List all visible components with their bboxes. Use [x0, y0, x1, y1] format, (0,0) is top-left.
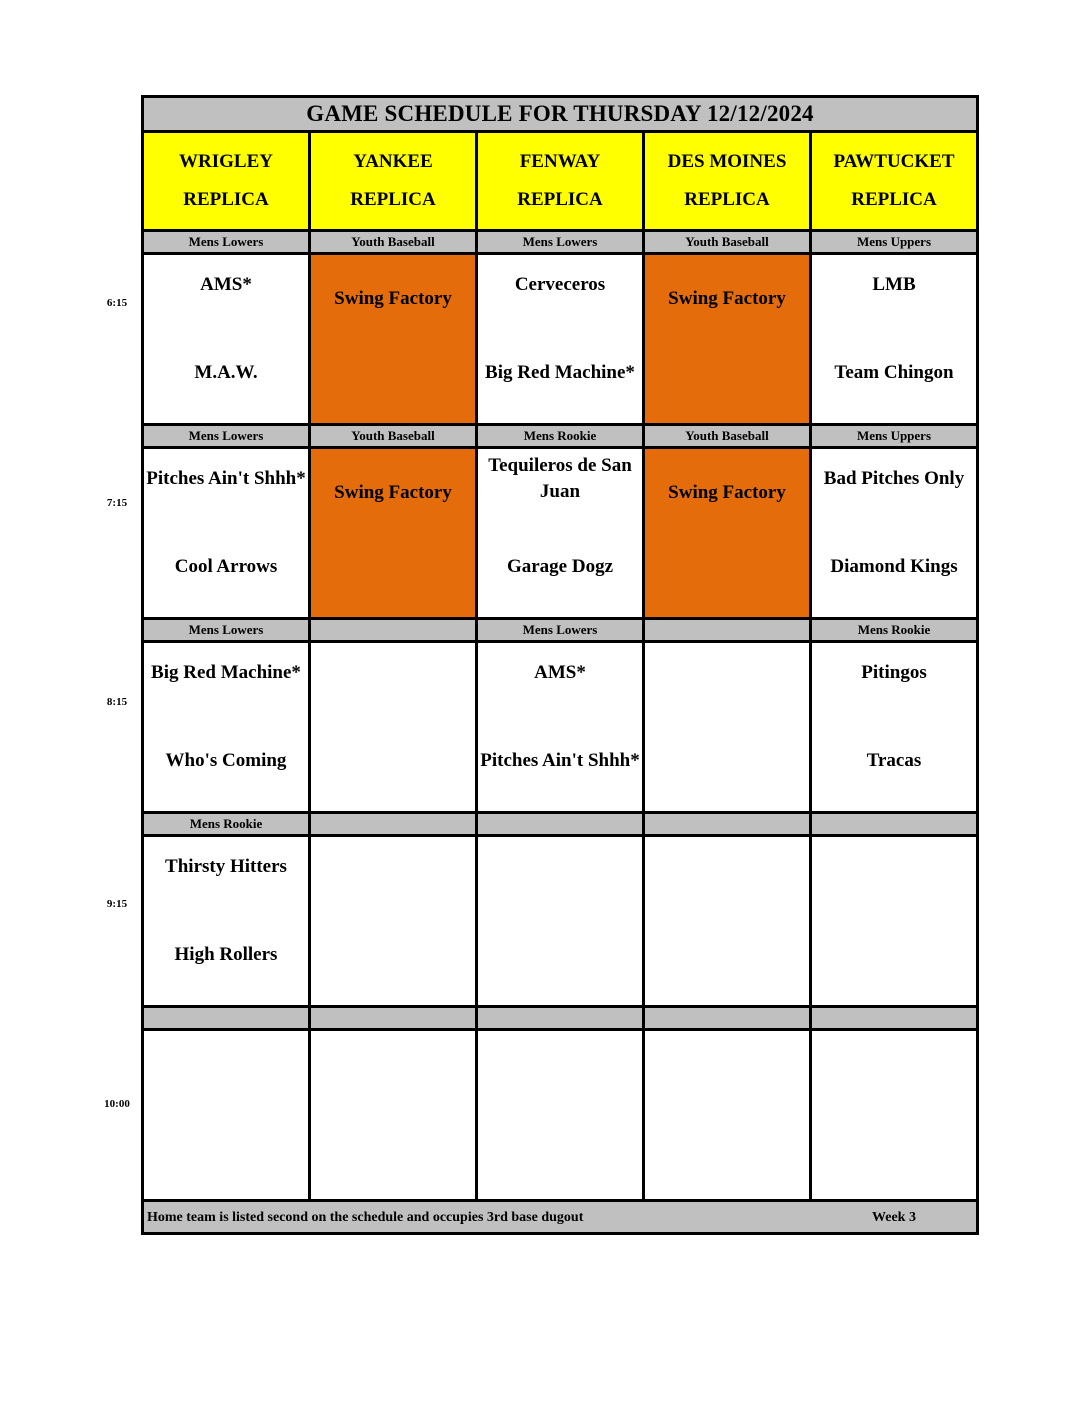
time-slot-label: 7:15	[106, 497, 128, 509]
league-label: Mens Uppers	[811, 425, 978, 448]
league-label	[310, 1007, 477, 1030]
time-slot-label: 9:15	[106, 898, 128, 910]
game-row	[143, 836, 978, 1007]
game-cell	[811, 254, 978, 425]
team-name: Swing Factory	[668, 482, 786, 503]
field-type: REPLICA	[183, 189, 269, 210]
home-team: Cool Arrows	[174, 556, 278, 577]
game-cell	[644, 1030, 811, 1201]
league-label	[143, 1007, 310, 1030]
home-team: Pitches Ain't Shhh*	[480, 750, 640, 771]
away-team: Thirsty Hitters	[165, 856, 287, 877]
game-cell	[143, 448, 310, 619]
game-cell	[310, 254, 477, 425]
field-name: FENWAY	[519, 151, 601, 172]
home-team: Diamond Kings	[830, 556, 958, 577]
footer-note: Home team is listed second on the schedule and occupies 3rd base dugout	[147, 1210, 584, 1225]
team-name: Swing Factory	[334, 482, 452, 503]
league-label: Mens Rookie	[811, 619, 978, 642]
league-label: Mens Rookie	[477, 425, 644, 448]
league-label	[310, 813, 477, 836]
week-label: Week 3	[872, 1210, 916, 1225]
game-cell	[644, 642, 811, 813]
field-name: PAWTUCKET	[833, 151, 955, 172]
away-team: AMS*	[534, 662, 586, 683]
schedule-title: GAME SCHEDULE FOR THURSDAY 12/12/2024	[143, 97, 978, 132]
home-team: Tracas	[866, 750, 922, 771]
game-cell	[310, 642, 477, 813]
league-label: Mens Lowers	[477, 619, 644, 642]
home-team: Big Red Machine*	[485, 362, 635, 383]
field-name: DES MOINES	[667, 151, 787, 172]
field-header-row	[143, 132, 978, 231]
league-label: Youth Baseball	[310, 425, 477, 448]
league-label: Mens Lowers	[143, 231, 310, 254]
field-header-wrigley	[143, 132, 310, 231]
game-row	[143, 254, 978, 425]
field-type: REPLICA	[350, 189, 436, 210]
game-cell	[644, 254, 811, 425]
game-cell	[143, 1030, 310, 1201]
game-cell	[811, 836, 978, 1007]
game-row	[143, 642, 978, 813]
league-row	[143, 231, 978, 254]
league-label	[644, 1007, 811, 1030]
game-cell	[811, 642, 978, 813]
game-cell	[143, 836, 310, 1007]
league-label	[644, 813, 811, 836]
league-label: Mens Lowers	[143, 425, 310, 448]
league-label: Youth Baseball	[310, 231, 477, 254]
league-label	[477, 813, 644, 836]
game-cell	[811, 448, 978, 619]
league-row	[143, 1007, 978, 1030]
league-label	[477, 1007, 644, 1030]
away-team: Cerveceros	[514, 274, 606, 295]
league-label: Mens Lowers	[143, 619, 310, 642]
league-label	[310, 619, 477, 642]
league-row	[143, 813, 978, 836]
league-label	[811, 1007, 978, 1030]
game-cell	[477, 836, 644, 1007]
game-cell	[644, 836, 811, 1007]
field-type: REPLICA	[851, 189, 937, 210]
home-team: Garage Dogz	[506, 556, 614, 577]
game-cell	[811, 1030, 978, 1201]
game-cell	[143, 254, 310, 425]
time-slot-label: 6:15	[106, 297, 128, 309]
home-team: M.A.W.	[194, 362, 258, 383]
league-label: Youth Baseball	[644, 425, 811, 448]
schedule-table	[141, 95, 979, 1235]
footer-row	[143, 1201, 978, 1234]
field-header-fenway	[477, 132, 644, 231]
league-label	[644, 619, 811, 642]
field-header-yankee	[310, 132, 477, 231]
field-type: REPLICA	[684, 189, 770, 210]
game-cell	[310, 448, 477, 619]
away-team: Big Red Machine*	[151, 662, 301, 683]
game-cell	[310, 1030, 477, 1201]
team-name: Swing Factory	[334, 288, 452, 309]
away-team: AMS*	[200, 274, 252, 295]
game-cell	[477, 254, 644, 425]
league-label: Mens Rookie	[143, 813, 310, 836]
time-slot-label: 8:15	[106, 696, 128, 708]
league-label	[811, 813, 978, 836]
away-team: LMB	[872, 274, 916, 295]
field-name: YANKEE	[353, 151, 433, 172]
league-row	[143, 619, 978, 642]
team-name: Swing Factory	[668, 288, 786, 309]
field-type: REPLICA	[517, 189, 603, 210]
time-slot-label: 10:00	[104, 1098, 130, 1110]
game-row	[143, 1030, 978, 1201]
field-header-des-moines	[644, 132, 811, 231]
game-cell	[477, 642, 644, 813]
field-name: WRIGLEY	[179, 151, 273, 172]
footer	[143, 1201, 978, 1234]
league-label: Mens Lowers	[477, 231, 644, 254]
home-team: High Rollers	[174, 944, 278, 965]
game-cell	[477, 448, 644, 619]
game-cell	[477, 1030, 644, 1201]
game-row	[143, 448, 978, 619]
home-team: Who's Coming	[165, 750, 287, 771]
game-cell	[310, 836, 477, 1007]
field-header-pawtucket	[811, 132, 978, 231]
league-row	[143, 425, 978, 448]
league-label: Youth Baseball	[644, 231, 811, 254]
away-team: Tequileros de San Juan	[488, 455, 632, 502]
away-team: Pitingos	[861, 662, 927, 683]
away-team: Pitches Ain't Shhh*	[146, 468, 306, 489]
game-cell	[143, 642, 310, 813]
home-team: Team Chingon	[834, 362, 954, 383]
game-cell	[644, 448, 811, 619]
away-team: Bad Pitches Only	[823, 468, 965, 489]
league-label: Mens Uppers	[811, 231, 978, 254]
